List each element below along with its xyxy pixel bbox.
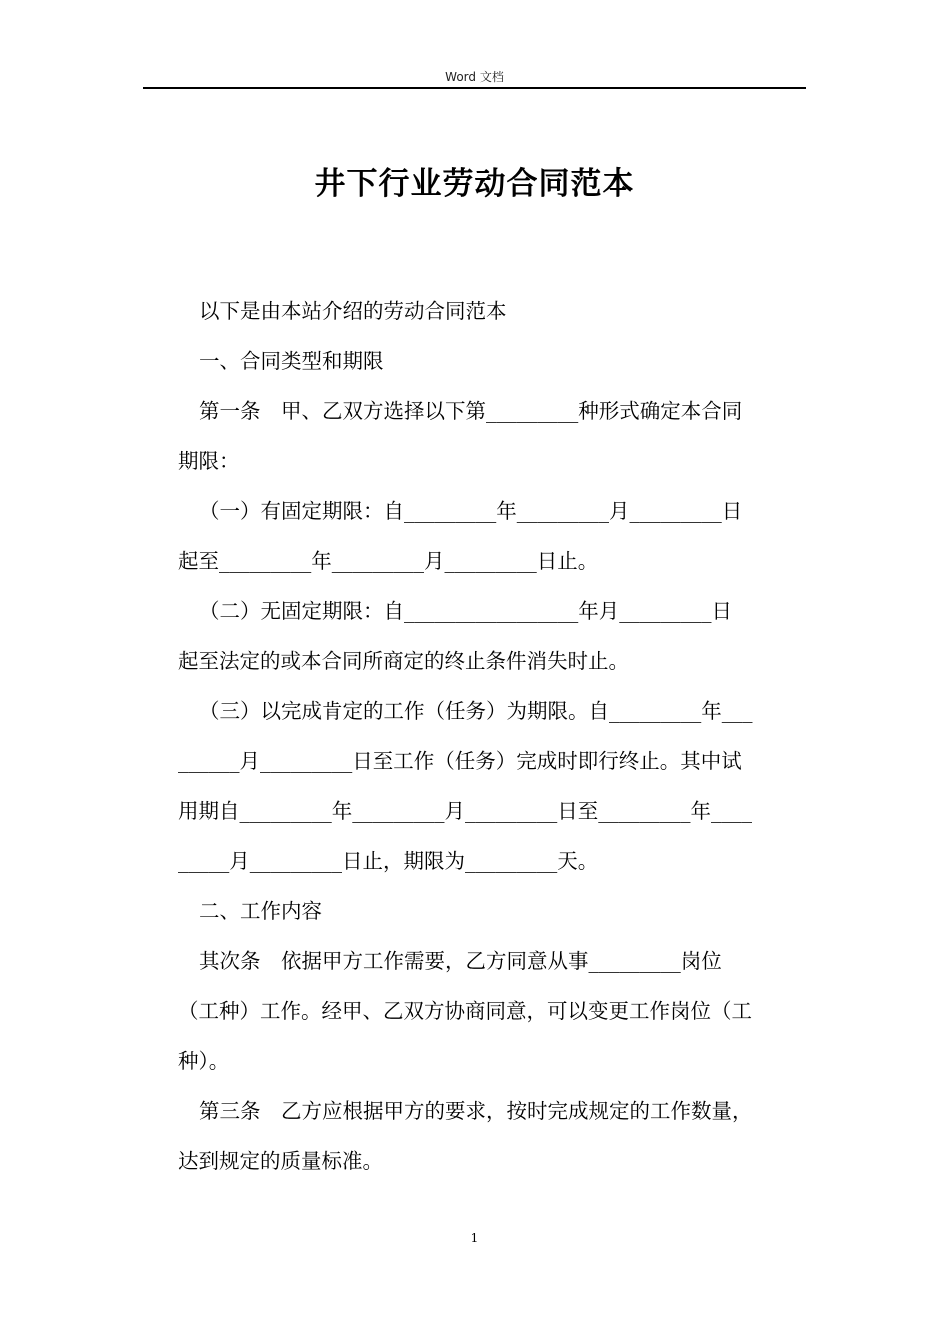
article-3-line-2: 达到规定的质量标准。 xyxy=(178,1149,383,1173)
intro-line: 以下是由本站介绍的劳动合同范本 xyxy=(199,299,507,323)
document-title: 井下行业劳动合同范本 xyxy=(314,166,635,202)
article-1-line-1: 第一条 甲、乙双方选择以下第_________种形式确定本合同 xyxy=(199,399,743,423)
clause-3-line-2: ______月_________日至工作（任务）完成时即行终止。其中试 xyxy=(178,749,742,773)
clause-3-line-1: （三）以完成肯定的工作（任务）为期限。自_________年___ xyxy=(199,699,753,723)
article-3-line-1: 第三条 乙方应根据甲方的要求，按时完成规定的工作数量， xyxy=(199,1099,753,1123)
clause-3-line-3: 用期自_________年_________月_________日至_________年____ xyxy=(178,799,752,823)
article-2-line-2: （工种）工作。经甲、乙双方协商同意，可以变更工作岗位（工 xyxy=(178,999,752,1023)
clause-1-line-1: （一）有固定期限：自_________年_________月_________日 xyxy=(199,499,743,523)
clause-1-line-2: 起至_________年_________月_________日止。 xyxy=(178,549,599,573)
section-heading-2: 二、工作内容 xyxy=(199,899,322,923)
clause-2-line-2: 起至法定的或本合同所商定的终止条件消失时止。 xyxy=(178,649,629,673)
section-heading-1: 一、合同类型和期限 xyxy=(199,349,384,373)
article-2-line-3: 种）。 xyxy=(178,1049,230,1073)
clause-2-line-1: （二）无固定期限：自_________________年月_________日 xyxy=(199,599,732,623)
document-body xyxy=(178,286,802,1186)
article-2-line-1: 其次条 依据甲方工作需要，乙方同意从事_________岗位 xyxy=(199,949,722,973)
header-divider xyxy=(143,87,806,89)
page-number: 1 xyxy=(470,1231,479,1245)
page-header: Word 文档 xyxy=(445,70,504,84)
article-1-line-2: 期限： xyxy=(178,449,240,473)
clause-3-line-4: _____月_________日止，期限为_________天。 xyxy=(178,849,599,873)
